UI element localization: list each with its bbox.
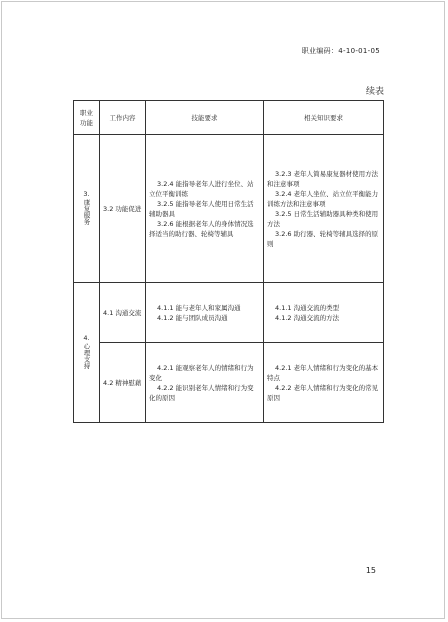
knowledge-item: 4.1.2 沟通交流的方法: [275, 313, 340, 322]
function-cell: [74, 135, 100, 283]
knowledge-cell: [264, 135, 384, 283]
skill-item: 3.2.6 能根据老年人的身体情况选择适当的助行器、轮椅等辅具: [149, 219, 254, 238]
knowledge-item: 3.2.6 助行器、轮椅等辅具选择的原则: [267, 229, 379, 248]
knowledge-item: 4.2.1 老年人情绪和行为变化的基本特点: [267, 363, 379, 382]
skills-cell: [146, 135, 264, 283]
function-cell: [74, 283, 100, 423]
continued-label: 续表: [365, 87, 384, 97]
knowledge-item: 4.2.2 老年人情绪和行为变化的常见原因: [267, 383, 379, 402]
skills-cell: [146, 283, 264, 343]
skills-cell: [146, 343, 264, 423]
knowledge-item: 3.2.3 老年人简易康复器材使用方法和注意事项: [267, 169, 379, 188]
page: [1, 1, 445, 619]
function-number: 4.: [83, 334, 90, 342]
knowledge-cell: [264, 343, 384, 423]
header-knowledge: 相关知识要求: [264, 101, 384, 135]
occupation-code: 职业编码：4-10-01-05: [301, 47, 380, 55]
skill-item: 4.2.2 能识别老年人情绪和行为变化的原因: [149, 383, 254, 402]
content-cell: 4.1 沟通交流: [100, 283, 146, 343]
content-cell: 3.2 功能促进: [100, 135, 146, 283]
skill-item: 4.2.1 能观察老年人的情绪和行为变化: [149, 363, 254, 382]
header-function: 职业功能: [74, 101, 100, 135]
skill-item: 4.1.1 能与老年人和家属沟通: [157, 303, 241, 312]
table-row: [74, 283, 384, 343]
function-number: 3.: [83, 190, 90, 198]
header-content: 工作内容: [100, 101, 146, 135]
knowledge-item: 3.2.4 老年人坐位、站立位平衡能力训练方法和注意事项: [267, 189, 379, 208]
table-header-row: [74, 101, 384, 135]
knowledge-cell: [264, 283, 384, 343]
function-name: 康复服务: [82, 199, 91, 225]
header-skills: 技能要求: [146, 101, 264, 135]
page-number: 15: [365, 566, 376, 575]
skill-item: 3.2.4 能指导老年人进行坐位、站立位平衡训练: [149, 179, 254, 198]
function-name: 心理支持: [82, 343, 91, 369]
content-cell: 4.2 精神慰藉: [100, 343, 146, 423]
table-row: [74, 343, 384, 423]
skill-item: 4.1.2 能与团队成员沟通: [157, 313, 228, 322]
skill-item: 3.2.5 能指导老年人使用日常生活辅助器具: [149, 199, 254, 218]
knowledge-item: 4.1.1 沟通交流的类型: [275, 303, 340, 312]
knowledge-item: 3.2.5 日常生活辅助器具种类和使用方法: [267, 209, 379, 228]
skills-table: [73, 100, 384, 423]
table-row: [74, 135, 384, 283]
